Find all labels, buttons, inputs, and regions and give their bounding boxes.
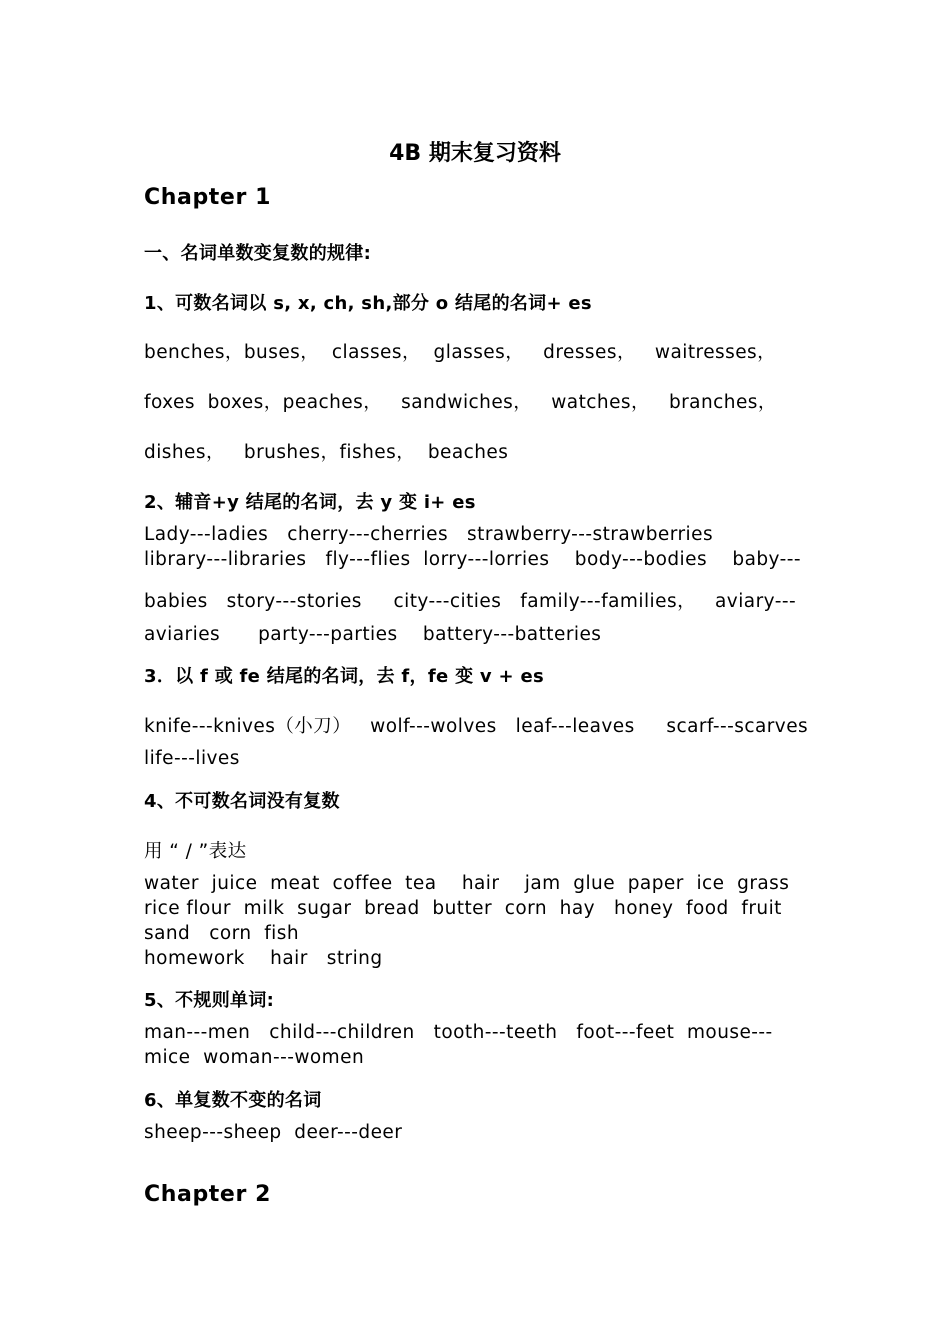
rule-1-heading: 1、可数名词以 s, x, ch, sh,部分 o 结尾的名词+ es: [144, 293, 592, 314]
rule-1-examples-line: dishes， brushes，fishes， beaches: [144, 442, 509, 463]
rule-2-examples-line: babies story---stories city---cities family---families， aviary---: [144, 591, 797, 612]
chapter-2-heading: Chapter 2: [144, 1182, 272, 1207]
document-title: 4B 期末复习资料: [389, 141, 561, 166]
rule-3-heading: 3．以 f 或 fe 结尾的名词，去 f，fe 变 v + es: [144, 666, 544, 687]
rule-2-heading: 2、辅音+y 结尾的名词，去 y 变 i+ es: [144, 492, 476, 513]
rule-2-examples-line: aviaries party---parties battery---batteries: [144, 624, 602, 645]
rule-4-examples-line: sand corn fish: [144, 923, 300, 944]
rule-5-examples-line: mice woman---women: [144, 1047, 365, 1068]
rule-1-examples-line: benches，buses， classes， glasses， dresses， waitresses，: [144, 342, 777, 363]
chapter-1-heading: Chapter 1: [144, 185, 272, 210]
rule-2-examples-line: Lady---ladies cherry---cherries strawberry---strawberries: [144, 524, 714, 545]
rule-4-note: 用 “ / ”表达: [144, 841, 247, 862]
rule-3-examples-line: knife---knives（小刀） wolf---wolves leaf---leaves scarf---scarves: [144, 716, 809, 737]
section-heading-plural-rules: 一、名词单数变复数的规律:: [144, 243, 372, 264]
rule-2-examples-line: library---libraries fly---flies lorry---lorries body---bodies baby---: [144, 549, 802, 570]
rule-6-examples-line: sheep---sheep deer---deer: [144, 1122, 403, 1143]
rule-6-heading: 6、单复数不变的名词: [144, 1090, 322, 1111]
rule-4-examples-line: water juice meat coffee tea hair jam glue paper ice grass: [144, 873, 790, 894]
rule-5-examples-line: man---men child---children tooth---teeth foot---feet mouse---: [144, 1022, 773, 1043]
rule-1-examples-line: foxes boxes，peaches， sandwiches， watches， branches，: [144, 392, 777, 413]
rule-4-heading: 4、不可数名词没有复数: [144, 791, 340, 812]
rule-4-examples-line: homework hair string: [144, 948, 383, 969]
rule-3-examples-line: life---lives: [144, 748, 240, 769]
rule-5-heading: 5、不规则单词:: [144, 990, 275, 1011]
rule-4-examples-line: rice flour milk sugar bread butter corn hay honey food fruit: [144, 898, 782, 919]
